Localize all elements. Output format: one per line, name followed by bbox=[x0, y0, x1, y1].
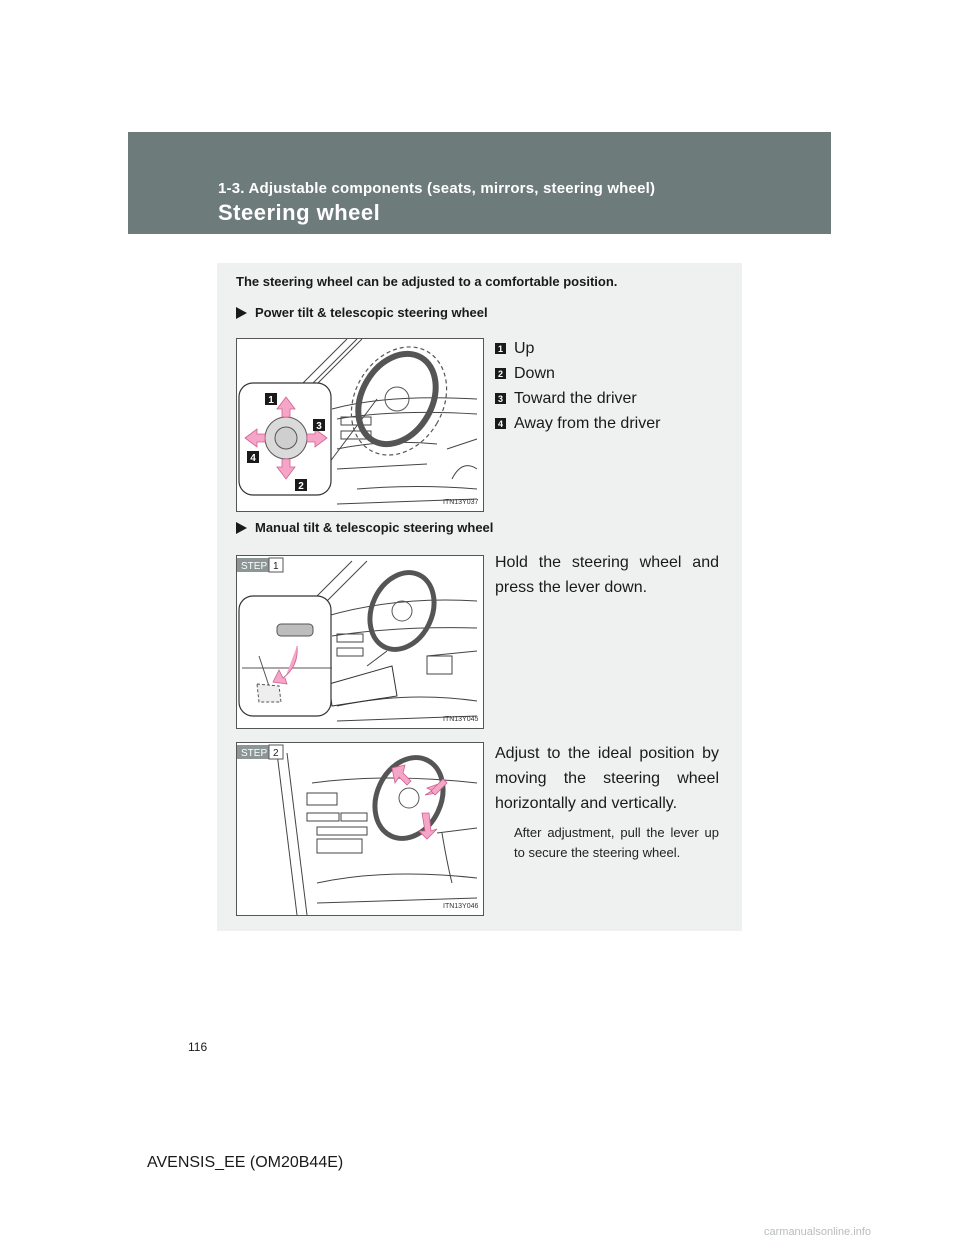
power-heading bbox=[236, 305, 488, 320]
step2-figure bbox=[236, 742, 484, 916]
callout-3: 3 bbox=[316, 421, 322, 432]
list-item bbox=[495, 361, 660, 386]
page-title: Steering wheel bbox=[218, 200, 381, 225]
step-label: STEP bbox=[241, 561, 268, 572]
step-number: 2 bbox=[273, 748, 279, 759]
watermark: carmanualsonline.info bbox=[764, 1226, 872, 1238]
figure-code: ITN13Y045 bbox=[443, 716, 479, 723]
callout-1: 1 bbox=[268, 395, 274, 406]
list-item bbox=[495, 386, 660, 411]
power-steering-figure bbox=[236, 338, 484, 512]
page-number: 116 bbox=[188, 1040, 208, 1054]
number-badge: 4 bbox=[495, 418, 506, 429]
number-badge: 3 bbox=[495, 393, 506, 404]
item-label: Down bbox=[514, 364, 555, 382]
figure-code: ITN13Y037 bbox=[443, 499, 479, 506]
step-number: 1 bbox=[273, 561, 279, 572]
item-label: Up bbox=[514, 339, 535, 357]
callout-2: 2 bbox=[298, 481, 304, 492]
list-item bbox=[495, 336, 660, 361]
callout-4: 4 bbox=[250, 453, 256, 464]
item-label: Away from the driver bbox=[514, 414, 661, 432]
step1-figure bbox=[236, 555, 484, 729]
step1-text: Hold the steering wheel and press the lever down. bbox=[495, 554, 719, 596]
list-item bbox=[495, 411, 660, 436]
manual-heading bbox=[236, 520, 493, 535]
manual-heading-label: Manual tilt & telescopic steering wheel bbox=[255, 520, 494, 535]
power-heading-label: Power tilt & telescopic steering wheel bbox=[255, 305, 488, 320]
step-label: STEP bbox=[241, 748, 268, 759]
triangle-arrow-icon bbox=[236, 522, 247, 534]
step2-note: After adjustment, pull the lever up to secure the steering wheel. bbox=[514, 825, 719, 860]
number-badge: 2 bbox=[495, 368, 506, 379]
section-title: 1-3. Adjustable components (seats, mirrors, steering wheel) bbox=[218, 180, 656, 197]
number-badge: 1 bbox=[495, 343, 506, 354]
triangle-arrow-icon bbox=[236, 307, 247, 319]
item-label: Toward the driver bbox=[514, 389, 637, 407]
intro-text: The steering wheel can be adjusted to a comfortable position. bbox=[236, 274, 618, 289]
direction-list bbox=[495, 336, 660, 436]
footer-model-code: AVENSIS_EE (OM20B44E) bbox=[147, 1154, 344, 1171]
figure-code: ITN13Y046 bbox=[443, 903, 479, 910]
step2-text: Adjust to the ideal position by moving the steering wheel horizontally and vertically. bbox=[495, 745, 719, 812]
